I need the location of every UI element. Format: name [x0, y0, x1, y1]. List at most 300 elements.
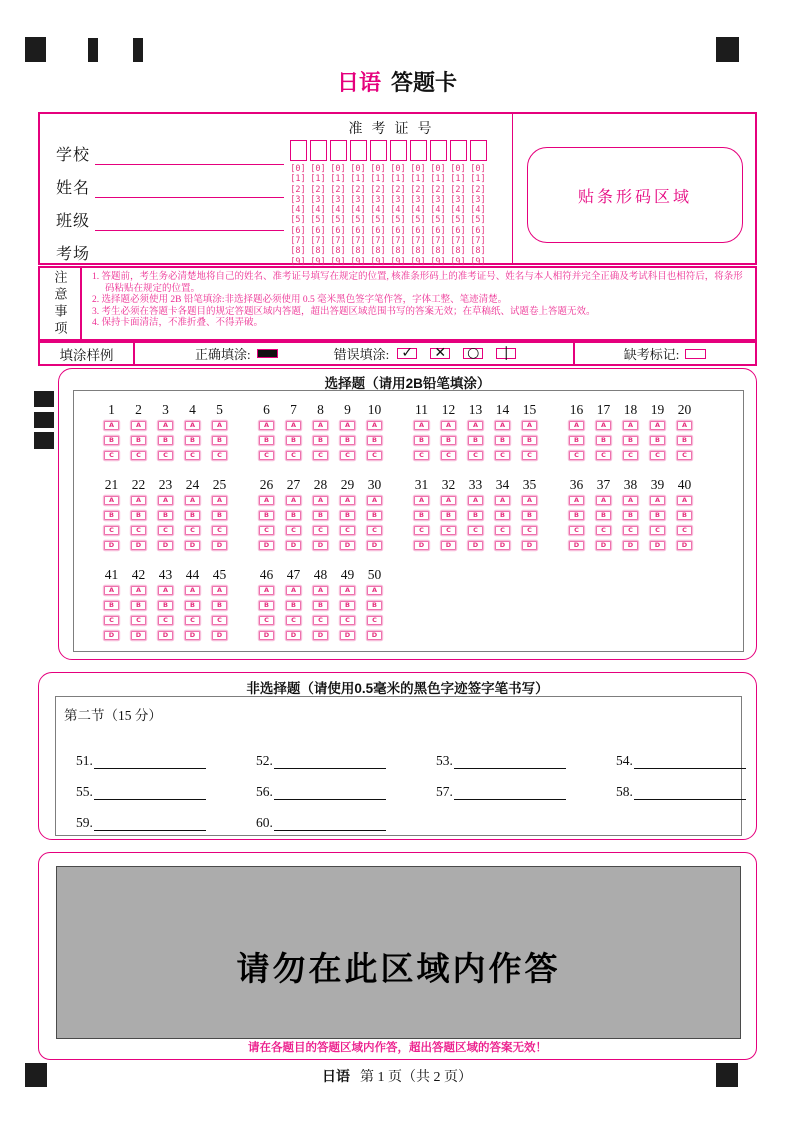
bubble-15-B[interactable]: B [522, 436, 537, 445]
exam-number-digit-7-5[interactable]: [5] [410, 215, 426, 226]
bubble-47-B[interactable]: B [286, 601, 301, 610]
bubble-33-D[interactable]: D [468, 541, 483, 550]
exam-number-digit-8-4[interactable]: [4] [430, 205, 446, 216]
bubble-29-D[interactable]: D [340, 541, 355, 550]
exam-number-digit-6-2[interactable]: [2] [390, 184, 406, 195]
exam-number-digit-3-2[interactable]: [2] [330, 184, 346, 195]
bubble-25-C[interactable]: C [212, 526, 227, 535]
bubble-28-D[interactable]: D [313, 541, 328, 550]
exam-number-digit-5-5[interactable]: [5] [370, 215, 386, 226]
exam-number-digit-7-9[interactable]: [9] [410, 256, 426, 267]
bubble-34-A[interactable]: A [495, 496, 510, 505]
bubble-41-A[interactable]: A [104, 586, 119, 595]
exam-number-digit-4-0[interactable]: [0] [350, 164, 366, 174]
bubble-13-A[interactable]: A [468, 421, 483, 430]
bubble-1-A[interactable]: A [104, 421, 119, 430]
blank-write-line-57[interactable] [454, 787, 566, 800]
bubble-16-C[interactable]: C [569, 451, 584, 460]
blank-write-line-55[interactable] [94, 787, 206, 800]
exam-number-write-box-9[interactable] [450, 140, 467, 161]
bubble-43-B[interactable]: B [158, 601, 173, 610]
bubble-34-D[interactable]: D [495, 541, 510, 550]
bubble-43-D[interactable]: D [158, 631, 173, 640]
bubble-14-A[interactable]: A [495, 421, 510, 430]
bubble-46-A[interactable]: A [259, 586, 274, 595]
bubble-32-C[interactable]: C [441, 526, 456, 535]
bubble-30-B[interactable]: B [367, 511, 382, 520]
bubble-37-B[interactable]: B [596, 511, 611, 520]
exam-number-digit-4-6[interactable]: [6] [350, 225, 366, 236]
exam-number-digit-9-1[interactable]: [1] [450, 174, 466, 185]
bubble-9-C[interactable]: C [340, 451, 355, 460]
bubble-4-C[interactable]: C [185, 451, 200, 460]
bubble-35-B[interactable]: B [522, 511, 537, 520]
exam-number-digit-2-5[interactable]: [5] [310, 215, 326, 226]
bubble-19-A[interactable]: A [650, 421, 665, 430]
exam-number-digit-7-1[interactable]: [1] [410, 174, 426, 185]
bubble-48-A[interactable]: A [313, 586, 328, 595]
bubble-26-C[interactable]: C [259, 526, 274, 535]
exam-number-digit-3-0[interactable]: [0] [330, 164, 346, 174]
bubble-38-B[interactable]: B [623, 511, 638, 520]
exam-number-digit-5-8[interactable]: [8] [370, 246, 386, 257]
bubble-45-C[interactable]: C [212, 616, 227, 625]
exam-number-digit-1-4[interactable]: [4] [290, 205, 306, 216]
bubble-19-B[interactable]: B [650, 436, 665, 445]
bubble-39-A[interactable]: A [650, 496, 665, 505]
exam-number-digit-5-9[interactable]: [9] [370, 256, 386, 267]
bubble-4-B[interactable]: B [185, 436, 200, 445]
bubble-5-A[interactable]: A [212, 421, 227, 430]
exam-number-digit-3-3[interactable]: [3] [330, 194, 346, 205]
exam-number-digit-4-8[interactable]: [8] [350, 246, 366, 257]
exam-number-digit-10-1[interactable]: [1] [470, 174, 486, 185]
bubble-29-B[interactable]: B [340, 511, 355, 520]
bubble-1-B[interactable]: B [104, 436, 119, 445]
bubble-5-B[interactable]: B [212, 436, 227, 445]
bubble-26-A[interactable]: A [259, 496, 274, 505]
bubble-12-C[interactable]: C [441, 451, 456, 460]
bubble-30-D[interactable]: D [367, 541, 382, 550]
bubble-31-D[interactable]: D [414, 541, 429, 550]
bubble-2-A[interactable]: A [131, 421, 146, 430]
exam-number-digit-8-3[interactable]: [3] [430, 194, 446, 205]
exam-number-write-box-8[interactable] [430, 140, 447, 161]
exam-number-digit-9-2[interactable]: [2] [450, 184, 466, 195]
bubble-33-B[interactable]: B [468, 511, 483, 520]
exam-number-digit-10-3[interactable]: [3] [470, 194, 486, 205]
bubble-9-A[interactable]: A [340, 421, 355, 430]
bubble-25-B[interactable]: B [212, 511, 227, 520]
exam-number-digit-3-4[interactable]: [4] [330, 205, 346, 216]
field-write-line-1[interactable] [95, 145, 284, 165]
bubble-11-A[interactable]: A [414, 421, 429, 430]
bubble-20-C[interactable]: C [677, 451, 692, 460]
bubble-43-A[interactable]: A [158, 586, 173, 595]
exam-number-write-box-6[interactable] [390, 140, 407, 161]
bubble-37-A[interactable]: A [596, 496, 611, 505]
bubble-44-C[interactable]: C [185, 616, 200, 625]
bubble-30-C[interactable]: C [367, 526, 382, 535]
exam-number-digit-9-3[interactable]: [3] [450, 194, 466, 205]
exam-number-digit-5-3[interactable]: [3] [370, 194, 386, 205]
exam-number-digit-1-0[interactable]: [0] [290, 164, 306, 174]
bubble-38-D[interactable]: D [623, 541, 638, 550]
bubble-3-B[interactable]: B [158, 436, 173, 445]
exam-number-digit-7-4[interactable]: [4] [410, 205, 426, 216]
bubble-14-C[interactable]: C [495, 451, 510, 460]
bubble-11-C[interactable]: C [414, 451, 429, 460]
bubble-44-A[interactable]: A [185, 586, 200, 595]
bubble-24-D[interactable]: D [185, 541, 200, 550]
exam-number-digit-1-8[interactable]: [8] [290, 246, 306, 257]
exam-number-digit-4-5[interactable]: [5] [350, 215, 366, 226]
bubble-1-C[interactable]: C [104, 451, 119, 460]
bubble-27-D[interactable]: D [286, 541, 301, 550]
bubble-42-A[interactable]: A [131, 586, 146, 595]
bubble-18-C[interactable]: C [623, 451, 638, 460]
exam-number-digit-5-6[interactable]: [6] [370, 225, 386, 236]
bubble-8-A[interactable]: A [313, 421, 328, 430]
bubble-30-A[interactable]: A [367, 496, 382, 505]
bubble-46-D[interactable]: D [259, 631, 274, 640]
exam-number-digit-2-0[interactable]: [0] [310, 164, 326, 174]
bubble-24-C[interactable]: C [185, 526, 200, 535]
bubble-21-B[interactable]: B [104, 511, 119, 520]
bubble-26-D[interactable]: D [259, 541, 274, 550]
exam-number-digit-7-2[interactable]: [2] [410, 184, 426, 195]
bubble-34-C[interactable]: C [495, 526, 510, 535]
bubble-13-C[interactable]: C [468, 451, 483, 460]
bubble-10-C[interactable]: C [367, 451, 382, 460]
exam-number-digit-9-6[interactable]: [6] [450, 225, 466, 236]
bubble-33-C[interactable]: C [468, 526, 483, 535]
exam-number-digit-2-3[interactable]: [3] [310, 194, 326, 205]
exam-number-digit-2-2[interactable]: [2] [310, 184, 326, 195]
exam-number-digit-6-4[interactable]: [4] [390, 205, 406, 216]
bubble-29-C[interactable]: C [340, 526, 355, 535]
exam-number-digit-3-1[interactable]: [1] [330, 174, 346, 185]
bubble-43-C[interactable]: C [158, 616, 173, 625]
bubble-35-D[interactable]: D [522, 541, 537, 550]
bubble-17-B[interactable]: B [596, 436, 611, 445]
exam-number-digit-4-3[interactable]: [3] [350, 194, 366, 205]
bubble-20-A[interactable]: A [677, 421, 692, 430]
bubble-10-B[interactable]: B [367, 436, 382, 445]
exam-number-digit-8-7[interactable]: [7] [430, 236, 446, 247]
bubble-18-A[interactable]: A [623, 421, 638, 430]
exam-number-digit-6-0[interactable]: [0] [390, 164, 406, 174]
bubble-2-C[interactable]: C [131, 451, 146, 460]
bubble-13-B[interactable]: B [468, 436, 483, 445]
exam-number-write-box-4[interactable] [350, 140, 367, 161]
bubble-17-C[interactable]: C [596, 451, 611, 460]
blank-write-line-53[interactable] [454, 756, 566, 769]
exam-number-digit-8-2[interactable]: [2] [430, 184, 446, 195]
exam-number-digit-2-4[interactable]: [4] [310, 205, 326, 216]
bubble-36-C[interactable]: C [569, 526, 584, 535]
bubble-23-A[interactable]: A [158, 496, 173, 505]
bubble-50-C[interactable]: C [367, 616, 382, 625]
bubble-45-B[interactable]: B [212, 601, 227, 610]
bubble-40-A[interactable]: A [677, 496, 692, 505]
bubble-22-B[interactable]: B [131, 511, 146, 520]
blank-write-line-59[interactable] [94, 818, 206, 831]
bubble-46-C[interactable]: C [259, 616, 274, 625]
exam-number-digit-9-7[interactable]: [7] [450, 236, 466, 247]
bubble-27-C[interactable]: C [286, 526, 301, 535]
bubble-36-D[interactable]: D [569, 541, 584, 550]
exam-number-digit-4-9[interactable]: [9] [350, 256, 366, 267]
blank-write-line-54[interactable] [634, 756, 746, 769]
bubble-36-A[interactable]: A [569, 496, 584, 505]
bubble-27-A[interactable]: A [286, 496, 301, 505]
exam-number-digit-4-7[interactable]: [7] [350, 236, 366, 247]
exam-number-digit-7-7[interactable]: [7] [410, 236, 426, 247]
exam-number-digit-3-7[interactable]: [7] [330, 236, 346, 247]
bubble-31-C[interactable]: C [414, 526, 429, 535]
bubble-49-D[interactable]: D [340, 631, 355, 640]
bubble-6-B[interactable]: B [259, 436, 274, 445]
bubble-8-B[interactable]: B [313, 436, 328, 445]
exam-number-digit-9-4[interactable]: [4] [450, 205, 466, 216]
exam-number-digit-4-4[interactable]: [4] [350, 205, 366, 216]
bubble-35-A[interactable]: A [522, 496, 537, 505]
bubble-17-A[interactable]: A [596, 421, 611, 430]
exam-number-digit-7-6[interactable]: [6] [410, 225, 426, 236]
bubble-21-A[interactable]: A [104, 496, 119, 505]
bubble-50-A[interactable]: A [367, 586, 382, 595]
exam-number-digit-3-5[interactable]: [5] [330, 215, 346, 226]
bubble-14-B[interactable]: B [495, 436, 510, 445]
blank-write-line-52[interactable] [274, 756, 386, 769]
exam-number-digit-10-2[interactable]: [2] [470, 184, 486, 195]
exam-number-digit-8-0[interactable]: [0] [430, 164, 446, 174]
bubble-42-B[interactable]: B [131, 601, 146, 610]
bubble-25-A[interactable]: A [212, 496, 227, 505]
bubble-25-D[interactable]: D [212, 541, 227, 550]
bubble-47-C[interactable]: C [286, 616, 301, 625]
exam-number-digit-8-5[interactable]: [5] [430, 215, 446, 226]
bubble-33-A[interactable]: A [468, 496, 483, 505]
bubble-28-B[interactable]: B [313, 511, 328, 520]
bubble-6-A[interactable]: A [259, 421, 274, 430]
bubble-12-B[interactable]: B [441, 436, 456, 445]
exam-number-digit-1-5[interactable]: [5] [290, 215, 306, 226]
bubble-48-D[interactable]: D [313, 631, 328, 640]
bubble-42-D[interactable]: D [131, 631, 146, 640]
exam-number-digit-1-6[interactable]: [6] [290, 225, 306, 236]
bubble-50-D[interactable]: D [367, 631, 382, 640]
exam-number-digit-7-0[interactable]: [0] [410, 164, 426, 174]
bubble-5-C[interactable]: C [212, 451, 227, 460]
bubble-41-D[interactable]: D [104, 631, 119, 640]
exam-number-digit-5-1[interactable]: [1] [370, 174, 386, 185]
bubble-3-A[interactable]: A [158, 421, 173, 430]
bubble-15-A[interactable]: A [522, 421, 537, 430]
exam-number-digit-4-1[interactable]: [1] [350, 174, 366, 185]
bubble-23-B[interactable]: B [158, 511, 173, 520]
bubble-38-C[interactable]: C [623, 526, 638, 535]
bubble-40-B[interactable]: B [677, 511, 692, 520]
exam-number-digit-5-4[interactable]: [4] [370, 205, 386, 216]
exam-number-digit-6-1[interactable]: [1] [390, 174, 406, 185]
bubble-26-B[interactable]: B [259, 511, 274, 520]
bubble-24-A[interactable]: A [185, 496, 200, 505]
exam-number-digit-9-9[interactable]: [9] [450, 256, 466, 267]
bubble-36-B[interactable]: B [569, 511, 584, 520]
bubble-12-A[interactable]: A [441, 421, 456, 430]
exam-number-digit-7-8[interactable]: [8] [410, 246, 426, 257]
bubble-45-A[interactable]: A [212, 586, 227, 595]
field-write-line-2[interactable] [95, 178, 284, 198]
exam-number-digit-8-9[interactable]: [9] [430, 256, 446, 267]
blank-write-line-58[interactable] [634, 787, 746, 800]
bubble-40-D[interactable]: D [677, 541, 692, 550]
exam-number-write-box-1[interactable] [290, 140, 307, 161]
exam-number-write-box-7[interactable] [410, 140, 427, 161]
exam-number-digit-8-6[interactable]: [6] [430, 225, 446, 236]
field-write-line-3[interactable] [95, 211, 284, 231]
exam-number-digit-2-9[interactable]: [9] [310, 256, 326, 267]
bubble-21-C[interactable]: C [104, 526, 119, 535]
bubble-21-D[interactable]: D [104, 541, 119, 550]
exam-number-digit-10-4[interactable]: [4] [470, 205, 486, 216]
blank-write-line-60[interactable] [274, 818, 386, 831]
exam-number-digit-6-6[interactable]: [6] [390, 225, 406, 236]
bubble-49-B[interactable]: B [340, 601, 355, 610]
bubble-8-C[interactable]: C [313, 451, 328, 460]
bubble-41-C[interactable]: C [104, 616, 119, 625]
exam-number-digit-6-7[interactable]: [7] [390, 236, 406, 247]
bubble-47-A[interactable]: A [286, 586, 301, 595]
bubble-3-C[interactable]: C [158, 451, 173, 460]
bubble-22-C[interactable]: C [131, 526, 146, 535]
exam-number-write-box-2[interactable] [310, 140, 327, 161]
bubble-35-C[interactable]: C [522, 526, 537, 535]
bubble-22-A[interactable]: A [131, 496, 146, 505]
bubble-19-C[interactable]: C [650, 451, 665, 460]
bubble-23-C[interactable]: C [158, 526, 173, 535]
field-write-line-4[interactable] [95, 244, 284, 264]
bubble-16-A[interactable]: A [569, 421, 584, 430]
exam-number-digit-3-9[interactable]: [9] [330, 256, 346, 267]
bubble-37-D[interactable]: D [596, 541, 611, 550]
exam-number-write-box-10[interactable] [470, 140, 487, 161]
bubble-39-C[interactable]: C [650, 526, 665, 535]
exam-number-digit-2-1[interactable]: [1] [310, 174, 326, 185]
bubble-44-B[interactable]: B [185, 601, 200, 610]
bubble-15-C[interactable]: C [522, 451, 537, 460]
bubble-32-A[interactable]: A [441, 496, 456, 505]
bubble-32-D[interactable]: D [441, 541, 456, 550]
bubble-9-B[interactable]: B [340, 436, 355, 445]
exam-number-digit-6-9[interactable]: [9] [390, 256, 406, 267]
bubble-49-C[interactable]: C [340, 616, 355, 625]
exam-number-digit-8-1[interactable]: [1] [430, 174, 446, 185]
bubble-7-A[interactable]: A [286, 421, 301, 430]
bubble-50-B[interactable]: B [367, 601, 382, 610]
exam-number-digit-10-0[interactable]: [0] [470, 164, 486, 174]
exam-number-digit-10-6[interactable]: [6] [470, 225, 486, 236]
bubble-28-A[interactable]: A [313, 496, 328, 505]
exam-number-digit-10-7[interactable]: [7] [470, 236, 486, 247]
exam-number-digit-1-2[interactable]: [2] [290, 184, 306, 195]
exam-number-digit-6-3[interactable]: [3] [390, 194, 406, 205]
blank-write-line-56[interactable] [274, 787, 386, 800]
exam-number-digit-5-2[interactable]: [2] [370, 184, 386, 195]
exam-number-digit-1-9[interactable]: [9] [290, 256, 306, 267]
exam-number-digit-9-8[interactable]: [8] [450, 246, 466, 257]
bubble-29-A[interactable]: A [340, 496, 355, 505]
bubble-37-C[interactable]: C [596, 526, 611, 535]
exam-number-digit-5-0[interactable]: [0] [370, 164, 386, 174]
bubble-18-B[interactable]: B [623, 436, 638, 445]
exam-number-digit-8-8[interactable]: [8] [430, 246, 446, 257]
bubble-32-B[interactable]: B [441, 511, 456, 520]
exam-number-digit-9-0[interactable]: [0] [450, 164, 466, 174]
bubble-41-B[interactable]: B [104, 601, 119, 610]
bubble-4-A[interactable]: A [185, 421, 200, 430]
bubble-16-B[interactable]: B [569, 436, 584, 445]
bubble-42-C[interactable]: C [131, 616, 146, 625]
bubble-24-B[interactable]: B [185, 511, 200, 520]
bubble-39-D[interactable]: D [650, 541, 665, 550]
exam-number-digit-5-7[interactable]: [7] [370, 236, 386, 247]
bubble-34-B[interactable]: B [495, 511, 510, 520]
bubble-20-B[interactable]: B [677, 436, 692, 445]
bubble-23-D[interactable]: D [158, 541, 173, 550]
exam-number-digit-4-2[interactable]: [2] [350, 184, 366, 195]
bubble-31-A[interactable]: A [414, 496, 429, 505]
bubble-27-B[interactable]: B [286, 511, 301, 520]
bubble-46-B[interactable]: B [259, 601, 274, 610]
bubble-38-A[interactable]: A [623, 496, 638, 505]
exam-number-digit-7-3[interactable]: [3] [410, 194, 426, 205]
exam-number-digit-9-5[interactable]: [5] [450, 215, 466, 226]
bubble-6-C[interactable]: C [259, 451, 274, 460]
bubble-47-D[interactable]: D [286, 631, 301, 640]
exam-number-digit-1-3[interactable]: [3] [290, 194, 306, 205]
exam-number-digit-2-6[interactable]: [6] [310, 225, 326, 236]
exam-number-digit-2-7[interactable]: [7] [310, 236, 326, 247]
bubble-22-D[interactable]: D [131, 541, 146, 550]
bubble-28-C[interactable]: C [313, 526, 328, 535]
bubble-31-B[interactable]: B [414, 511, 429, 520]
bubble-7-B[interactable]: B [286, 436, 301, 445]
exam-number-digit-3-8[interactable]: [8] [330, 246, 346, 257]
exam-number-digit-6-8[interactable]: [8] [390, 246, 406, 257]
exam-number-digit-10-9[interactable]: [9] [470, 256, 486, 267]
bubble-48-C[interactable]: C [313, 616, 328, 625]
exam-number-digit-10-5[interactable]: [5] [470, 215, 486, 226]
bubble-11-B[interactable]: B [414, 436, 429, 445]
bubble-2-B[interactable]: B [131, 436, 146, 445]
blank-write-line-51[interactable] [94, 756, 206, 769]
bubble-40-C[interactable]: C [677, 526, 692, 535]
exam-number-digit-6-5[interactable]: [5] [390, 215, 406, 226]
bubble-44-D[interactable]: D [185, 631, 200, 640]
bubble-39-B[interactable]: B [650, 511, 665, 520]
bubble-45-D[interactable]: D [212, 631, 227, 640]
exam-number-write-box-5[interactable] [370, 140, 387, 161]
bubble-7-C[interactable]: C [286, 451, 301, 460]
exam-number-write-box-3[interactable] [330, 140, 347, 161]
bubble-48-B[interactable]: B [313, 601, 328, 610]
exam-number-digit-1-1[interactable]: [1] [290, 174, 306, 185]
bubble-10-A[interactable]: A [367, 421, 382, 430]
exam-number-digit-10-8[interactable]: [8] [470, 246, 486, 257]
